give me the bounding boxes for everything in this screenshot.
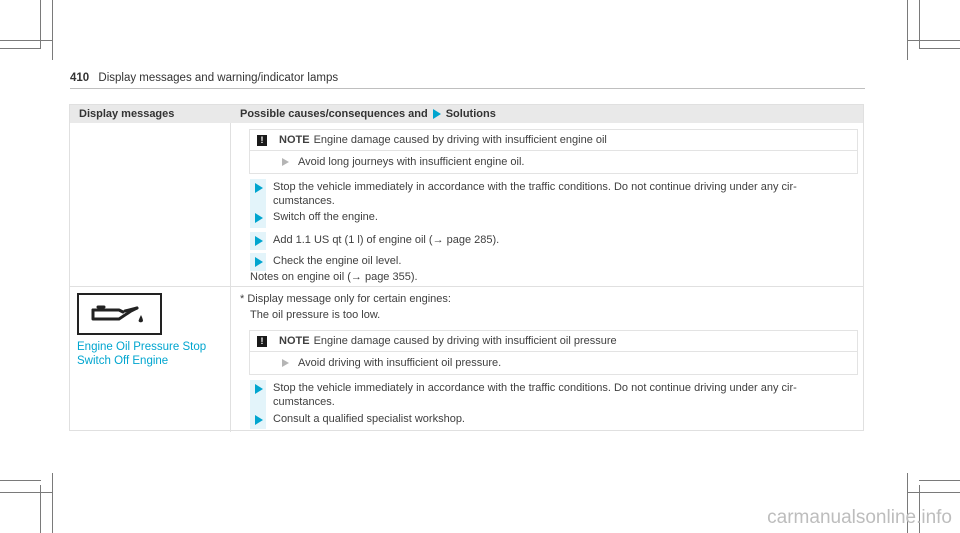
note-header-row bbox=[250, 331, 857, 352]
note-box bbox=[249, 330, 858, 375]
note-label: NOTE bbox=[279, 134, 310, 146]
section-title: Display messages and warning/indicator lamps bbox=[98, 72, 339, 84]
table-header bbox=[70, 105, 863, 123]
play-arrow-icon bbox=[255, 236, 263, 246]
crop-mark bbox=[907, 492, 960, 493]
col-header-causes-text: Possible causes/consequences and bbox=[240, 108, 428, 120]
play-arrow-icon bbox=[282, 359, 289, 367]
note-text: Engine damage caused by driving with insufficient engine oil bbox=[313, 134, 607, 146]
col-header-messages: Display messages bbox=[79, 108, 175, 120]
message-line: Engine Oil Pressure Stop bbox=[77, 341, 207, 353]
note-title bbox=[279, 133, 607, 147]
step-text: Consult a qualified specialist workshop. bbox=[273, 413, 465, 425]
crop-mark bbox=[0, 492, 52, 493]
crop-mark bbox=[0, 480, 41, 481]
messages-table bbox=[69, 104, 864, 431]
col-header-solutions-text: Solutions bbox=[445, 108, 496, 120]
crop-mark bbox=[919, 48, 960, 49]
footnote-text: * Display message only for certain engines: bbox=[240, 293, 451, 305]
column-divider bbox=[230, 123, 231, 432]
page-number: 410 bbox=[70, 72, 90, 84]
row-footer: Notes on engine oil (→ page 355). bbox=[250, 271, 418, 283]
crop-mark bbox=[907, 40, 960, 41]
crop-mark bbox=[0, 48, 41, 49]
note-header-row bbox=[250, 130, 857, 151]
crop-mark bbox=[907, 0, 908, 60]
crop-mark bbox=[52, 473, 53, 533]
step-text: Check the engine oil level. bbox=[273, 255, 402, 267]
step-text: cumstances. bbox=[273, 396, 335, 408]
oil-can-icon bbox=[79, 295, 160, 333]
crop-mark bbox=[52, 0, 53, 60]
step-text: cumstances. bbox=[273, 195, 335, 207]
play-arrow-icon bbox=[433, 109, 441, 119]
step-text: Stop the vehicle immediately in accordance with the traffic conditions. Do not continue driving under any cir- bbox=[273, 382, 797, 394]
page-header bbox=[70, 72, 338, 84]
crop-mark bbox=[0, 40, 52, 41]
play-arrow-icon bbox=[282, 158, 289, 166]
header-rule bbox=[70, 88, 865, 89]
note-text: Engine damage caused by driving with insufficient oil pressure bbox=[313, 335, 617, 347]
note-box bbox=[249, 129, 858, 174]
exclamation-icon: ! bbox=[257, 336, 267, 347]
oil-pressure-indicator bbox=[77, 293, 162, 335]
play-arrow-icon bbox=[255, 183, 263, 193]
col-header-causes bbox=[240, 108, 496, 120]
note-title bbox=[279, 334, 617, 348]
step-text: Stop the vehicle immediately in accordance with the traffic conditions. Do not continue driving under any cir- bbox=[273, 181, 797, 193]
play-arrow-icon bbox=[255, 257, 263, 267]
play-arrow-icon bbox=[255, 213, 263, 223]
message-name bbox=[77, 340, 206, 368]
note-action: Avoid driving with insufficient oil pressure. bbox=[298, 357, 502, 369]
play-arrow-icon bbox=[255, 415, 263, 425]
play-arrow-icon bbox=[255, 384, 263, 394]
crop-mark bbox=[919, 480, 960, 481]
watermark: carmanualsonline.info bbox=[767, 507, 952, 528]
footnote-text: The oil pressure is too low. bbox=[250, 309, 381, 321]
message-line: Switch Off Engine bbox=[77, 355, 169, 367]
step-text: Add 1.1 US qt (1 l) of engine oil (→ page 285). bbox=[273, 234, 500, 246]
row-divider bbox=[70, 286, 863, 287]
note-action: Avoid long journeys with insufficient engine oil. bbox=[298, 156, 525, 168]
note-label: NOTE bbox=[279, 335, 310, 347]
exclamation-icon: ! bbox=[257, 135, 267, 146]
step-text: Switch off the engine. bbox=[273, 211, 378, 223]
